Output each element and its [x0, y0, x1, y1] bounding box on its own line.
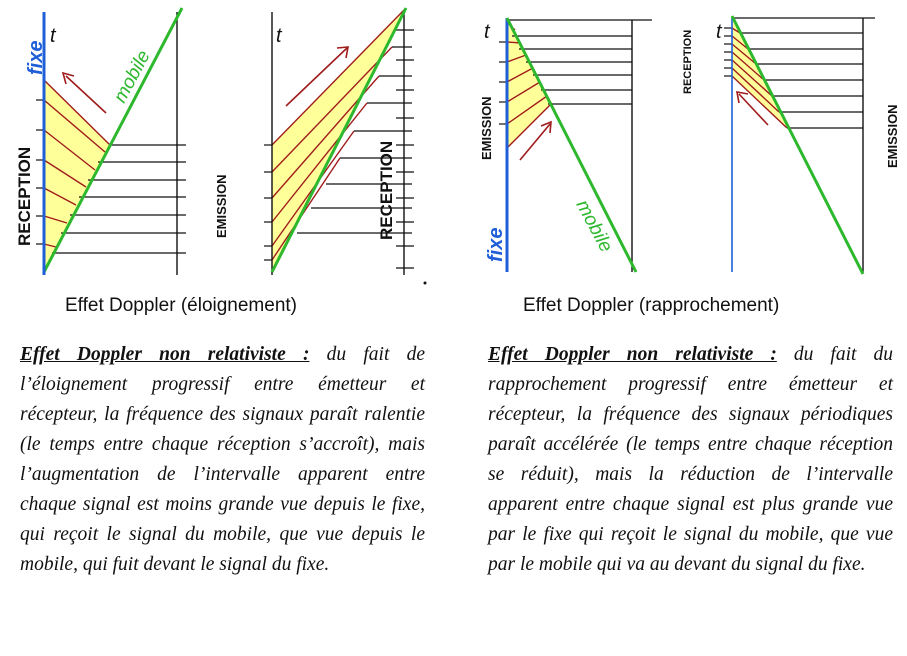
- right-description: [488, 340, 893, 580]
- side-label: RECEPTION: [682, 29, 694, 94]
- left-description-body: du fait de l’éloignement progressif entre émetteur et récepteur, la fréquence des signaux paraît ralentie (le temps entre chaque réception s’accroît), mais l’augmentation de l’intervalle apparent entre chaque signal est moins grande vue depuis le fixe, qui reçoit le signal du mobile, que vue depuis le mobile, qui fuit devant le signal du fixe.: [20, 344, 425, 575]
- reception-ticks: [724, 28, 732, 76]
- reception-ticks: [264, 145, 272, 260]
- side-label: RECEPTION: [15, 146, 34, 246]
- time-label: t: [716, 21, 722, 43]
- right-label: EMISSION: [885, 104, 900, 168]
- emission-ticks: [396, 30, 414, 268]
- fixed-label: fixe: [485, 227, 507, 262]
- left-figure-caption: Effet Doppler (éloignement): [65, 295, 297, 316]
- time-label: t: [484, 21, 490, 43]
- time-label: t: [50, 25, 56, 47]
- fixed-label: fixe: [25, 40, 47, 75]
- mobile-label: mobile: [109, 47, 155, 107]
- left-description-lead: Effet Doppler non relativiste :: [20, 344, 310, 365]
- mobile-line: [732, 16, 863, 274]
- right-figure-caption: Effet Doppler (rapprochement): [523, 295, 780, 316]
- left-panel-a: [15, 8, 229, 275]
- right-description-lead: Effet Doppler non relativiste :: [488, 344, 777, 365]
- left-panel-b: [264, 8, 427, 285]
- right-panel-a: [479, 18, 652, 272]
- side-label: RECEPTION: [377, 140, 396, 240]
- right-panel-b: [682, 16, 900, 274]
- left-description: [20, 340, 425, 580]
- side-label: EMISSION: [479, 96, 494, 160]
- mobile-label: mobile: [571, 196, 617, 256]
- time-label: t: [276, 25, 282, 47]
- right-description-body: du fait du rapprochement progressif entre émetteur et récepteur, la fréquence des signaux périodiques paraît accélérée (le temps entre chaque réception se réduit), mais la réduction de l’intervalle apparent entre chaque signal est plus grande vue par le fixe qui reçoit le signal du mobile, que vue par le mobile qui va au devant du signal du fixe.: [488, 344, 893, 575]
- mobile-line: [507, 18, 636, 272]
- right-label: EMISSION: [214, 174, 229, 238]
